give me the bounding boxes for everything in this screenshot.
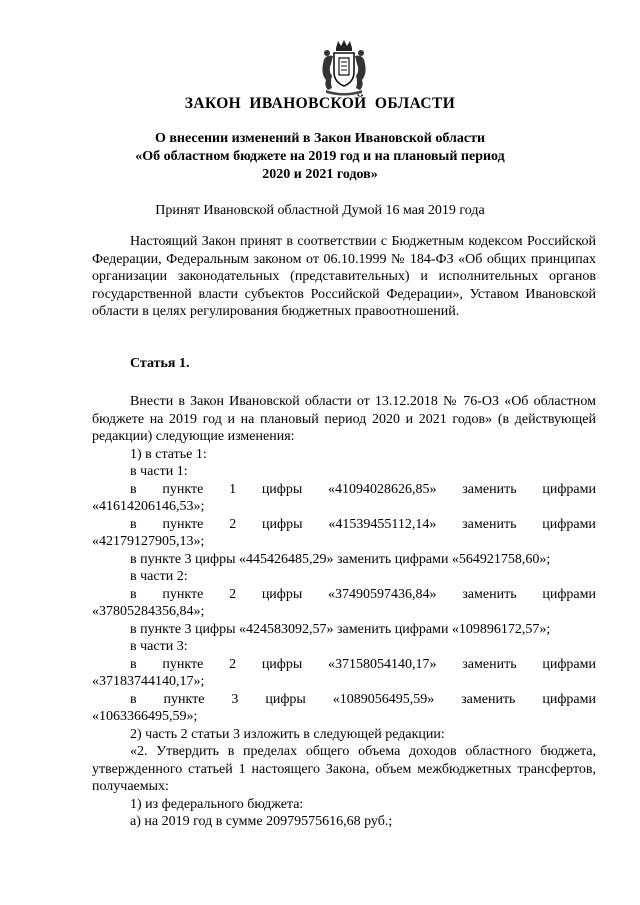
- list-item: в части 2:: [130, 569, 188, 584]
- subtitle-line: 2020 и 2021 годов»: [262, 167, 378, 182]
- amendment-line: в пункте 2 цифры «41539455112,14» заменить цифрами: [130, 516, 596, 532]
- adoption-date: Принят Ивановской областной Думой 16 мая 2019 года: [155, 203, 485, 218]
- preamble-paragraph: Настоящий Закон принят в соответствии с Бюджетным кодексом Российской Федерации, Федеральным законом от 06.10.1999 № 184-ФЗ «Об общих принципах организации законодательных (представительных) и исполнительных органов государственной власти субъектов Российской Федерации», Уставом Ивановской области в целях регулирования бюджетных правоотношений.: [92, 234, 596, 319]
- law-subtitle: [0, 130, 640, 184]
- subtitle-line: О внесении изменений в Закон Ивановской области: [154, 131, 486, 146]
- amendment-line: в пункте 2 цифры «37490597436,84» заменить цифрами: [130, 586, 596, 602]
- article-heading: Статья 1.: [130, 356, 190, 371]
- amendment-line: в пункте 3 цифры «424583092,57» заменить цифрами «109896172,57»;: [130, 621, 551, 637]
- list-item: 1) из федерального бюджета:: [130, 796, 304, 812]
- amendment-line: в пункте 3 цифры «1089056495,59» заменить цифрами: [130, 691, 596, 707]
- amendment-value: «37183744140,17»;: [92, 674, 205, 689]
- subtitle-line: «Об областном бюджете на 2019 год и на плановый период: [135, 149, 505, 164]
- list-item: 1) в статье 1:: [130, 446, 207, 462]
- article-body: [92, 393, 596, 831]
- list-item: а) на 2019 год в сумме 20979575616,68 руб.;: [130, 814, 393, 829]
- amendment-value: «1063366495,59»;: [92, 709, 198, 724]
- coat-of-arms-icon: [318, 38, 370, 96]
- list-item: в части 3:: [130, 639, 188, 654]
- list-item: в части 1:: [130, 464, 188, 479]
- amendment-line: в пункте 3 цифры «445426485,29» заменить цифрами «564921758,60»;: [130, 551, 551, 567]
- list-item: 2) часть 2 статьи 3 изложить в следующей редакции:: [130, 726, 445, 742]
- amendment-value: «41614206146,53»;: [92, 499, 205, 514]
- page-title: ЗАКОН ИВАНОВСКОЙ ОБЛАСТИ: [184, 95, 456, 112]
- article-intro: Внести в Закон Ивановской области от 13.12.2018 № 76-ОЗ «Об областном бюджете на 2019 год и на плановый период 2020 и 2021 годов» (в действующей редакции) следующие изменения:: [92, 394, 596, 444]
- quoted-paragraph: «2. Утвердить в пределах общего объема доходов областного бюджета, утвержденного статьей 1 настоящего Закона, объем межбюджетных трансфертов, получаемых:: [92, 744, 596, 794]
- amendment-value: «42179127905,13»;: [92, 534, 205, 549]
- amendment-line: в пункте 2 цифры «37158054140,17» заменить цифрами: [130, 656, 596, 672]
- amendment-line: в пункте 1 цифры «41094028626,85» заменить цифрами: [130, 481, 596, 497]
- amendment-value: «37805284356,84»;: [92, 604, 205, 619]
